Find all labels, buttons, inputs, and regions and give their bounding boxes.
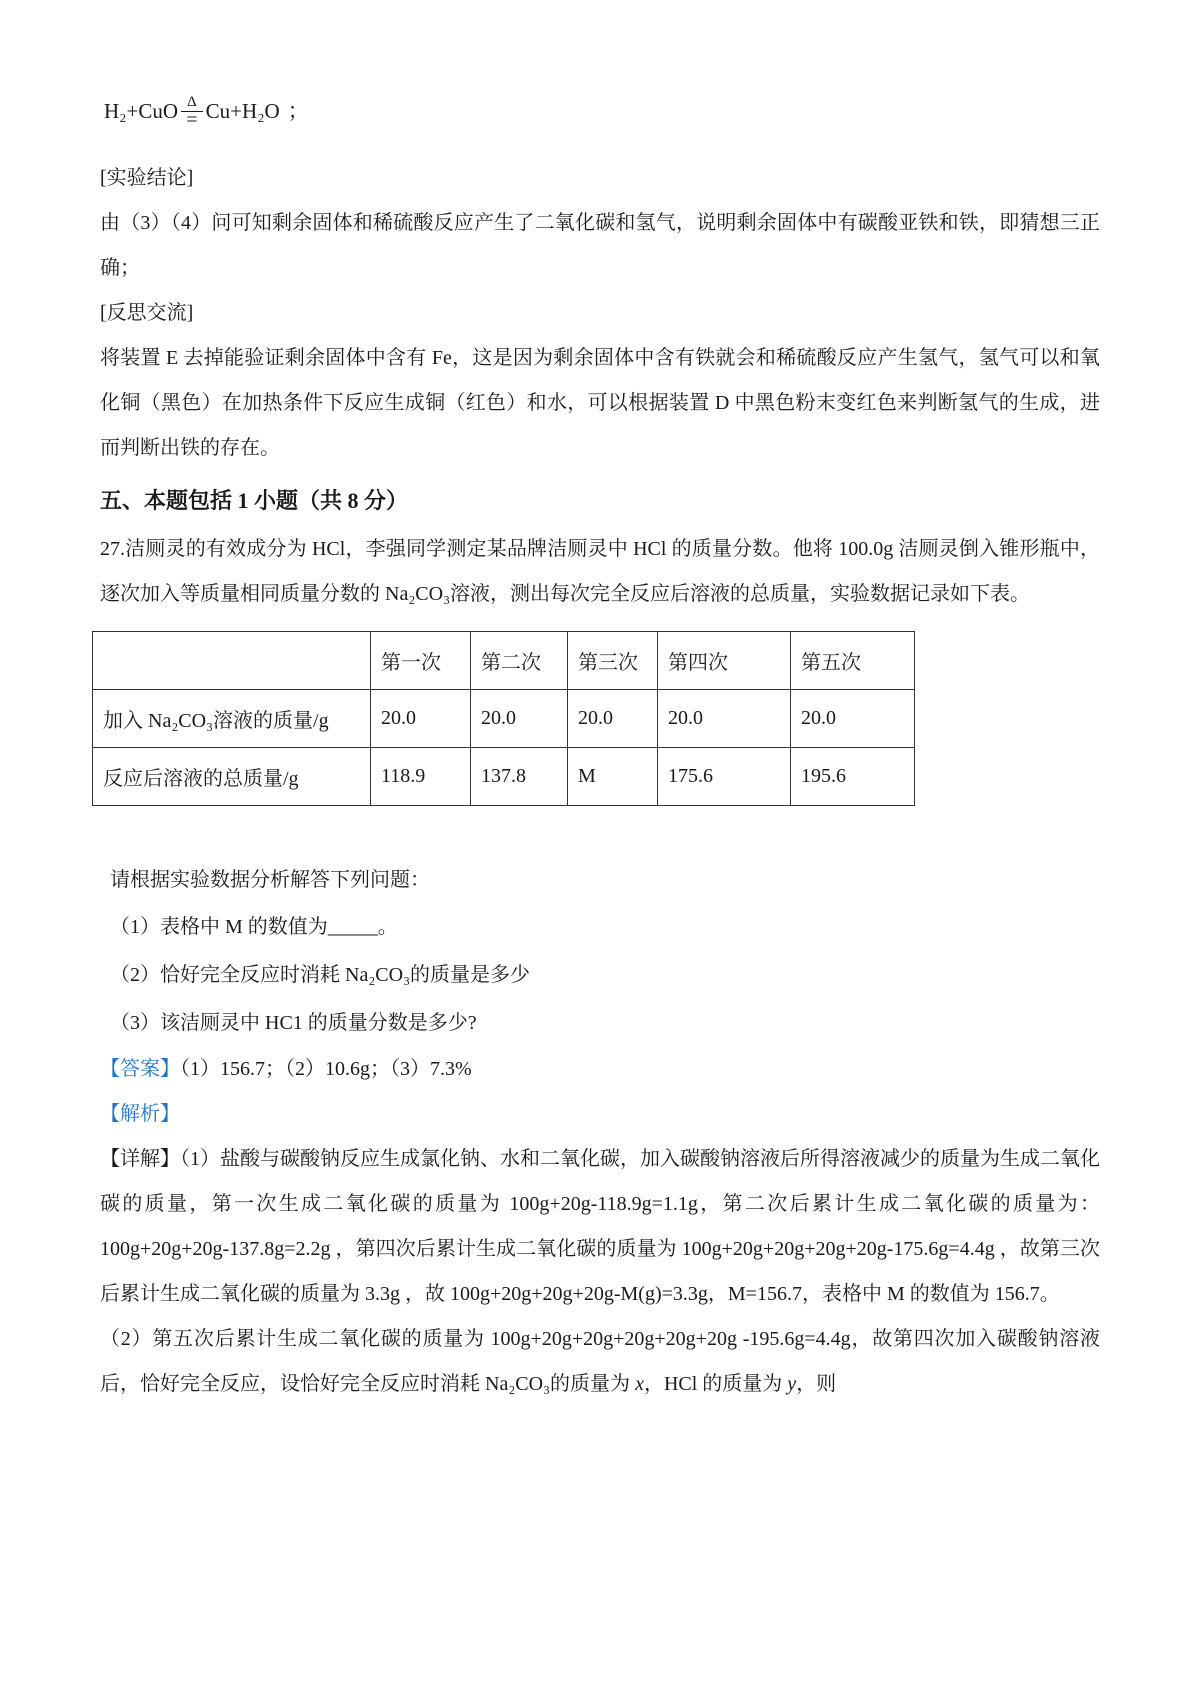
- detail-text-2b: ，HCl 的质量为: [643, 1373, 788, 1395]
- table-header-cell: 第五次: [791, 632, 915, 690]
- table-cell: M: [568, 748, 658, 806]
- table-cell: 195.6: [791, 748, 915, 806]
- experiment-conclusion-label: [实验结论]: [100, 167, 194, 189]
- table-cell: 118.9: [371, 748, 471, 806]
- table-cell: 20.0: [791, 690, 915, 748]
- analysis-label: 【解析】: [100, 1103, 180, 1125]
- table-header-cell: 第二次: [471, 632, 568, 690]
- section-heading: 五、本题包括 1 小题（共 8 分）: [100, 488, 409, 513]
- table-row: [93, 690, 915, 748]
- table-header-cell: 第四次: [658, 632, 791, 690]
- detail-paragraph-1: [100, 1137, 1100, 1317]
- table-row-label: 加入 Na₂CO₃溶液的质量/g: [93, 690, 371, 748]
- delta-symbol: Δ: [181, 94, 203, 112]
- answer-line: [100, 1047, 1100, 1092]
- detail-text-2a: （2）第五次后累计生成二氧化碳的质量为 100g+20g+20g+20g+20g+20g -195.6g=4.4g，故第四次加入碳酸钠溶液后，恰好完全反应，设恰好完全反应时消耗 Na₂CO₃的质量为: [100, 1328, 1100, 1395]
- detail-text-1: （1）盐酸与碳酸钠反应生成氯化钠、水和二氧化碳，加入碳酸钠溶液后所得溶液减少的质量为生成二氧化碳的质量，第一次生成二氧化碳的质量为 100g+20g-118.9g=1.1g，第二次后累计生成二氧化碳的质量为： 100g+20g+20g-137.8g=2.2g ，第四次后累计生成二氧化碳的质量为 100g+20g+20g+20g+20g-175.6g=4.4g ，故第三次后累计生成二氧化碳的质量为 3.3g ，故 100g+20g+20g+20g-M(g)=3.3g，M=156.7，表格中 M 的数值为 156.7。: [100, 1148, 1100, 1305]
- equals-sign: =: [186, 109, 198, 131]
- answer-text: （1）156.7；（2）10.6g；（3）7.3%: [180, 1058, 472, 1080]
- analysis-line: [100, 1092, 1100, 1137]
- equation-lhs: H₂+CuO: [104, 99, 179, 123]
- table-header-row: [93, 632, 915, 690]
- table-row-label: 反应后溶液的总质量/g: [93, 748, 371, 806]
- detail-label: 【详解】: [100, 1148, 180, 1170]
- table-cell: 175.6: [658, 748, 791, 806]
- question-3: （3）该洁厕灵中 HC1 的质量分数是多少?: [110, 1012, 477, 1034]
- reflection-text: 将装置 E 去掉能验证剩余固体中含有 Fe，这是因为剩余固体中含有铁就会和稀硫酸反应产生氢气，氢气可以和氧化铜（黑色）在加热条件下反应生成铜（红色）和水，可以根据装置 D 中黑色粉末变红色来判断氢气的生成，进而判断出铁的存在。: [100, 347, 1100, 459]
- question-intro: 27.洁厕灵的有效成分为 HCl，李强同学测定某品牌洁厕灵中 HCl 的质量分数。他将 100.0g 洁厕灵倒入锥形瓶中，逐次加入等质量相同质量分数的 Na₂CO₃溶液，测出每次完全反应后溶液的总质量，实验数据记录如下表。: [100, 538, 1100, 605]
- variable-y: y: [787, 1373, 797, 1395]
- table-cell: 20.0: [658, 690, 791, 748]
- chemical-equation: [104, 88, 1100, 131]
- equation-punctuation: ；: [287, 99, 309, 123]
- table-cell: 20.0: [371, 690, 471, 748]
- experiment-data-table: [92, 631, 915, 806]
- experiment-conclusion-text: 由（3）（4）问可知剩余固体和稀硫酸反应产生了二氧化碳和氢气，说明剩余固体中有碳酸亚铁和铁，即猜想三正确；: [100, 212, 1100, 279]
- table-header-cell: 第三次: [568, 632, 658, 690]
- table-header-cell: 第一次: [371, 632, 471, 690]
- table-cell: 137.8: [471, 748, 568, 806]
- answer-label: 【答案】: [100, 1058, 180, 1080]
- reaction-condition-stack: [181, 94, 203, 131]
- detail-paragraph-2: [100, 1317, 1100, 1407]
- variable-x: x: [635, 1373, 644, 1395]
- equation-rhs: Cu+H₂O: [205, 99, 280, 123]
- questions-prompt: 请根据实验数据分析解答下列问题：: [110, 869, 430, 891]
- question-2: （2）恰好完全反应时消耗 Na₂CO₃的质量是多少: [110, 964, 531, 986]
- question-1: （1）表格中 M 的数值为_____。: [110, 916, 398, 938]
- reflection-label: [反思交流]: [100, 302, 194, 324]
- table-header-cell: [93, 632, 371, 690]
- table-cell: 20.0: [471, 690, 568, 748]
- detail-text-2c: ，则: [796, 1373, 837, 1395]
- table-cell: 20.0: [568, 690, 658, 748]
- table-row: [93, 748, 915, 806]
